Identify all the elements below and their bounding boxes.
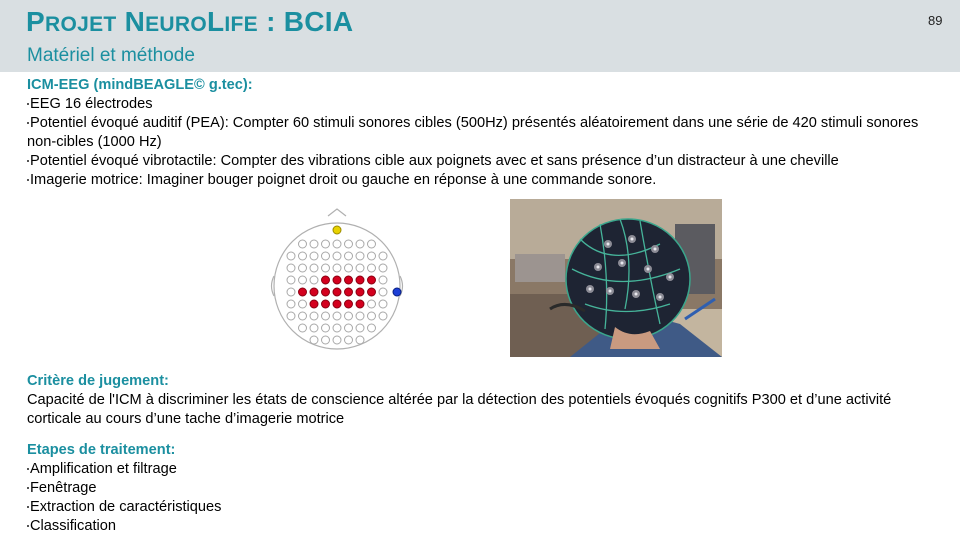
- electrode-dot: [322, 288, 330, 296]
- list-item: Imagerie motrice: Imaginer bouger poignet droit ou gauche en réponse à une commande sonore.: [27, 171, 937, 190]
- electrode-dot: [322, 276, 330, 284]
- eeg-cap-photo: [510, 199, 722, 357]
- electrode-dot: [333, 240, 341, 248]
- list-item: Classification: [27, 517, 937, 536]
- critere-text: Capacité de l'ICM à discriminer les états de conscience altérée par la détection des potentiels évoqués cognitifs P300 et d’une activité corticale au cours d’une tache d’imagerie motrice: [27, 392, 892, 427]
- electrode-dot: [310, 288, 318, 296]
- electrode-dot: [310, 264, 318, 272]
- electrode-dot: [310, 312, 318, 320]
- electrode-dot: [345, 312, 353, 320]
- electrode-dot: [356, 336, 364, 344]
- electrode-dot: [333, 264, 341, 272]
- slide-content: [27, 76, 937, 536]
- electrode-dot: [345, 288, 353, 296]
- electrode-dot: [333, 226, 341, 234]
- electrode-dot: [368, 240, 376, 248]
- electrode-dot: [299, 312, 307, 320]
- bullet-icon: [27, 103, 29, 105]
- electrode-dot: [368, 324, 376, 332]
- electrode-dot: [322, 252, 330, 260]
- electrode-dot: [322, 336, 330, 344]
- list-item: EEG 16 électrodes: [27, 95, 937, 114]
- bullet-icon: [27, 487, 29, 489]
- electrode-dot: [310, 240, 318, 248]
- list-item: Potentiel évoqué auditif (PEA): Compter 60 stimuli sonores cibles (500Hz) présentés aléatoirement dans une série de 420 stimuli sonores non-cibles (1000 Hz): [27, 115, 919, 150]
- slide-subtitle: Matériel et méthode: [27, 45, 195, 66]
- electrode-dot: [333, 312, 341, 320]
- electrode-dot: [345, 240, 353, 248]
- bullet-icon: [27, 160, 29, 162]
- electrode-dot: [356, 252, 364, 260]
- electrode-dot: [287, 252, 295, 260]
- bullet-icon: [27, 179, 29, 181]
- electrode-dot: [345, 324, 353, 332]
- electrode-dot: [368, 264, 376, 272]
- electrode-dot: [379, 252, 387, 260]
- electrode-dot: [368, 312, 376, 320]
- electrode-dot: [322, 264, 330, 272]
- etapes-heading: Etapes de traitement:: [27, 442, 176, 458]
- list-item: Extraction de caractéristiques: [27, 498, 937, 517]
- electrode-dot: [333, 300, 341, 308]
- bullet-icon: [27, 122, 29, 124]
- electrode-dot: [322, 300, 330, 308]
- electrode-dot: [310, 276, 318, 284]
- electrode-dot: [356, 276, 364, 284]
- electrode-dot: [333, 252, 341, 260]
- eeg-montage-image: [262, 206, 412, 356]
- electrode-dot: [379, 288, 387, 296]
- bullet-icon: [27, 525, 29, 527]
- slide-header: [0, 0, 960, 72]
- electrode-dot: [287, 264, 295, 272]
- electrode-dot: [333, 276, 341, 284]
- electrode-dot: [356, 324, 364, 332]
- electrode-dot: [379, 264, 387, 272]
- electrode-dot: [379, 312, 387, 320]
- electrode-dot: [356, 288, 364, 296]
- electrode-dot: [393, 288, 401, 296]
- list-item: Amplification et filtrage: [27, 460, 937, 479]
- electrode-dot: [356, 264, 364, 272]
- electrode-dot: [310, 300, 318, 308]
- electrode-dot: [287, 312, 295, 320]
- electrode-dot: [379, 300, 387, 308]
- electrode-dot: [287, 288, 295, 296]
- electrode-dot: [345, 336, 353, 344]
- electrode-dot: [345, 276, 353, 284]
- electrode-dot: [299, 240, 307, 248]
- electrode-dot: [299, 288, 307, 296]
- icm-heading: ICM-EEG (mindBEAGLE© g.tec):: [27, 77, 253, 93]
- electrode-dot: [299, 252, 307, 260]
- electrode-dot: [368, 288, 376, 296]
- electrode-dot: [287, 300, 295, 308]
- critere-heading: Critère de jugement:: [27, 373, 169, 389]
- electrode-dot: [368, 252, 376, 260]
- electrode-dot: [310, 324, 318, 332]
- electrode-dot: [299, 300, 307, 308]
- electrode-dot: [287, 276, 295, 284]
- list-item: Potentiel évoqué vibrotactile: Compter des vibrations cible aux poignets avec et sans présence d’un distracteur à une cheville: [27, 152, 937, 171]
- bullet-icon: [27, 506, 29, 508]
- page-number: 89: [928, 13, 943, 28]
- electrode-dot: [333, 288, 341, 296]
- electrode-dot: [299, 264, 307, 272]
- electrode-dot: [345, 264, 353, 272]
- electrode-dot: [345, 252, 353, 260]
- electrode-dot: [333, 324, 341, 332]
- electrode-dot: [310, 252, 318, 260]
- electrode-dot: [356, 300, 364, 308]
- electrode-dot: [299, 324, 307, 332]
- electrode-dot: [310, 336, 318, 344]
- electrode-dot: [379, 276, 387, 284]
- electrode-dot: [368, 300, 376, 308]
- bullet-icon: [27, 468, 29, 470]
- electrode-dot: [322, 324, 330, 332]
- electrode-dot: [333, 336, 341, 344]
- electrode-dot: [345, 300, 353, 308]
- electrode-dot: [368, 276, 376, 284]
- slide-title: PROJET NEUROLIFE : BCIA: [26, 6, 354, 37]
- electrode-dot: [322, 240, 330, 248]
- list-item: Fenêtrage: [27, 479, 937, 498]
- electrode-dot: [356, 312, 364, 320]
- electrode-dot: [299, 276, 307, 284]
- electrode-dot: [356, 240, 364, 248]
- electrode-dot: [322, 312, 330, 320]
